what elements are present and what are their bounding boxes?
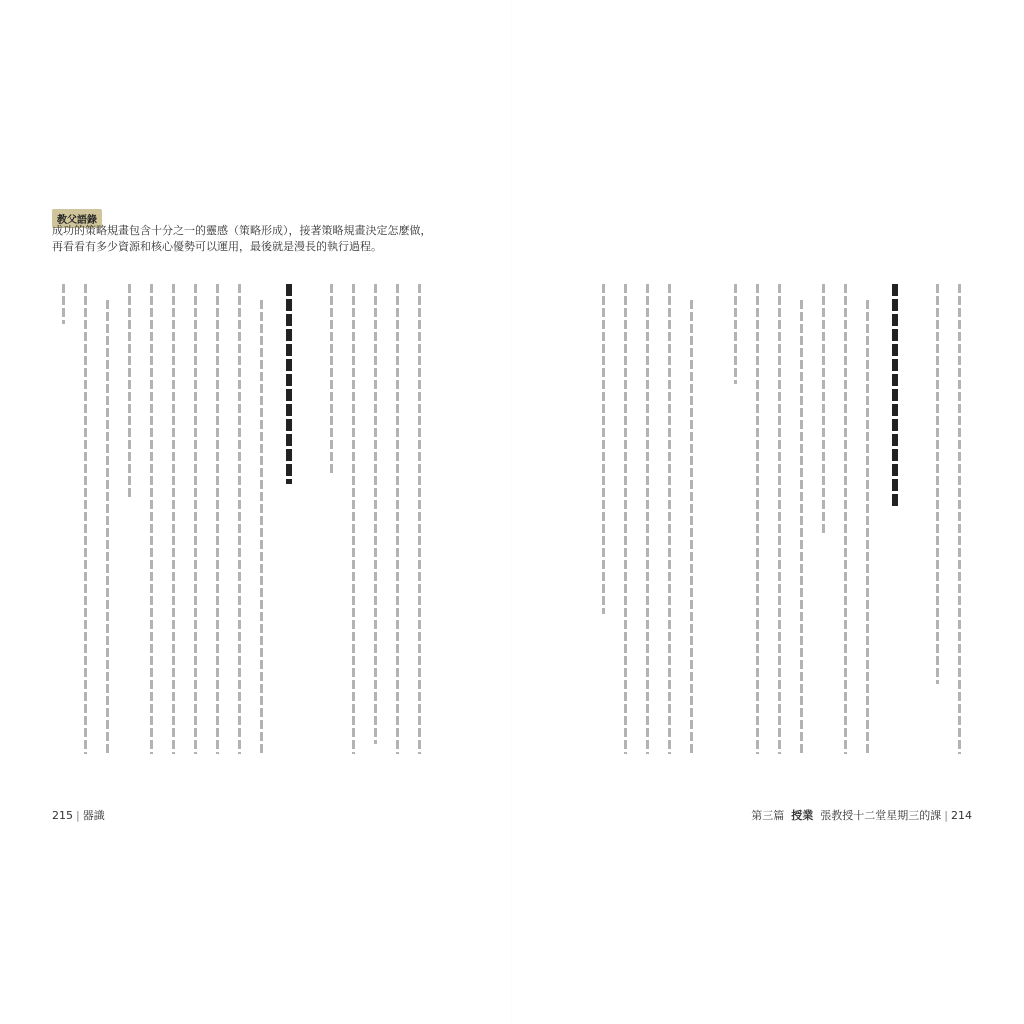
callout-line-1: 成功的策略規畫包含十分之一的靈感（策略形成），接著策略規畫決定怎麼做， [52, 224, 432, 237]
left-subheading [286, 284, 292, 484]
callout-tag: 教父語錄 [52, 209, 102, 228]
text-column [778, 284, 781, 754]
running-title: 器識 [82, 809, 105, 822]
running-title: 張教授十二堂星期三的課 [820, 809, 942, 822]
text-column [646, 284, 649, 754]
text-column [216, 284, 219, 754]
page-number: 214 [951, 809, 972, 822]
text-column [690, 300, 693, 755]
text-column [418, 284, 421, 754]
text-column [84, 284, 87, 754]
text-column [396, 284, 399, 754]
text-column [800, 300, 803, 755]
section-label: 第三篇 [751, 809, 785, 822]
text-column [194, 284, 197, 754]
text-column [106, 300, 109, 755]
text-column [62, 284, 65, 324]
left-page-footer: 215 | 器識 [52, 809, 105, 822]
right-page-footer: 第三篇 授業 張教授十二堂星期三的課 | 214 [751, 809, 972, 822]
text-column [822, 284, 825, 534]
text-column [374, 284, 377, 744]
text-column [172, 284, 175, 754]
text-column [756, 284, 759, 754]
callout-line-2: 再看看有多少資源和核心優勢可以運用，最後就是漫長的執行過程。 [52, 240, 382, 253]
callout-quote [52, 223, 432, 255]
part-label: 授業 [791, 809, 814, 822]
text-column [844, 284, 847, 754]
page-number: 215 [52, 809, 73, 822]
text-column [866, 300, 869, 755]
text-column [128, 284, 131, 499]
text-column [958, 284, 961, 754]
text-column [260, 300, 263, 755]
text-column [238, 284, 241, 754]
text-column [734, 284, 737, 384]
text-column [150, 284, 153, 754]
text-column [668, 284, 671, 754]
right-subheading [892, 284, 898, 509]
page-gutter [511, 0, 513, 1024]
text-column [936, 284, 939, 684]
text-column [352, 284, 355, 754]
text-column [624, 284, 627, 754]
text-column [330, 284, 333, 474]
text-column [602, 284, 605, 614]
